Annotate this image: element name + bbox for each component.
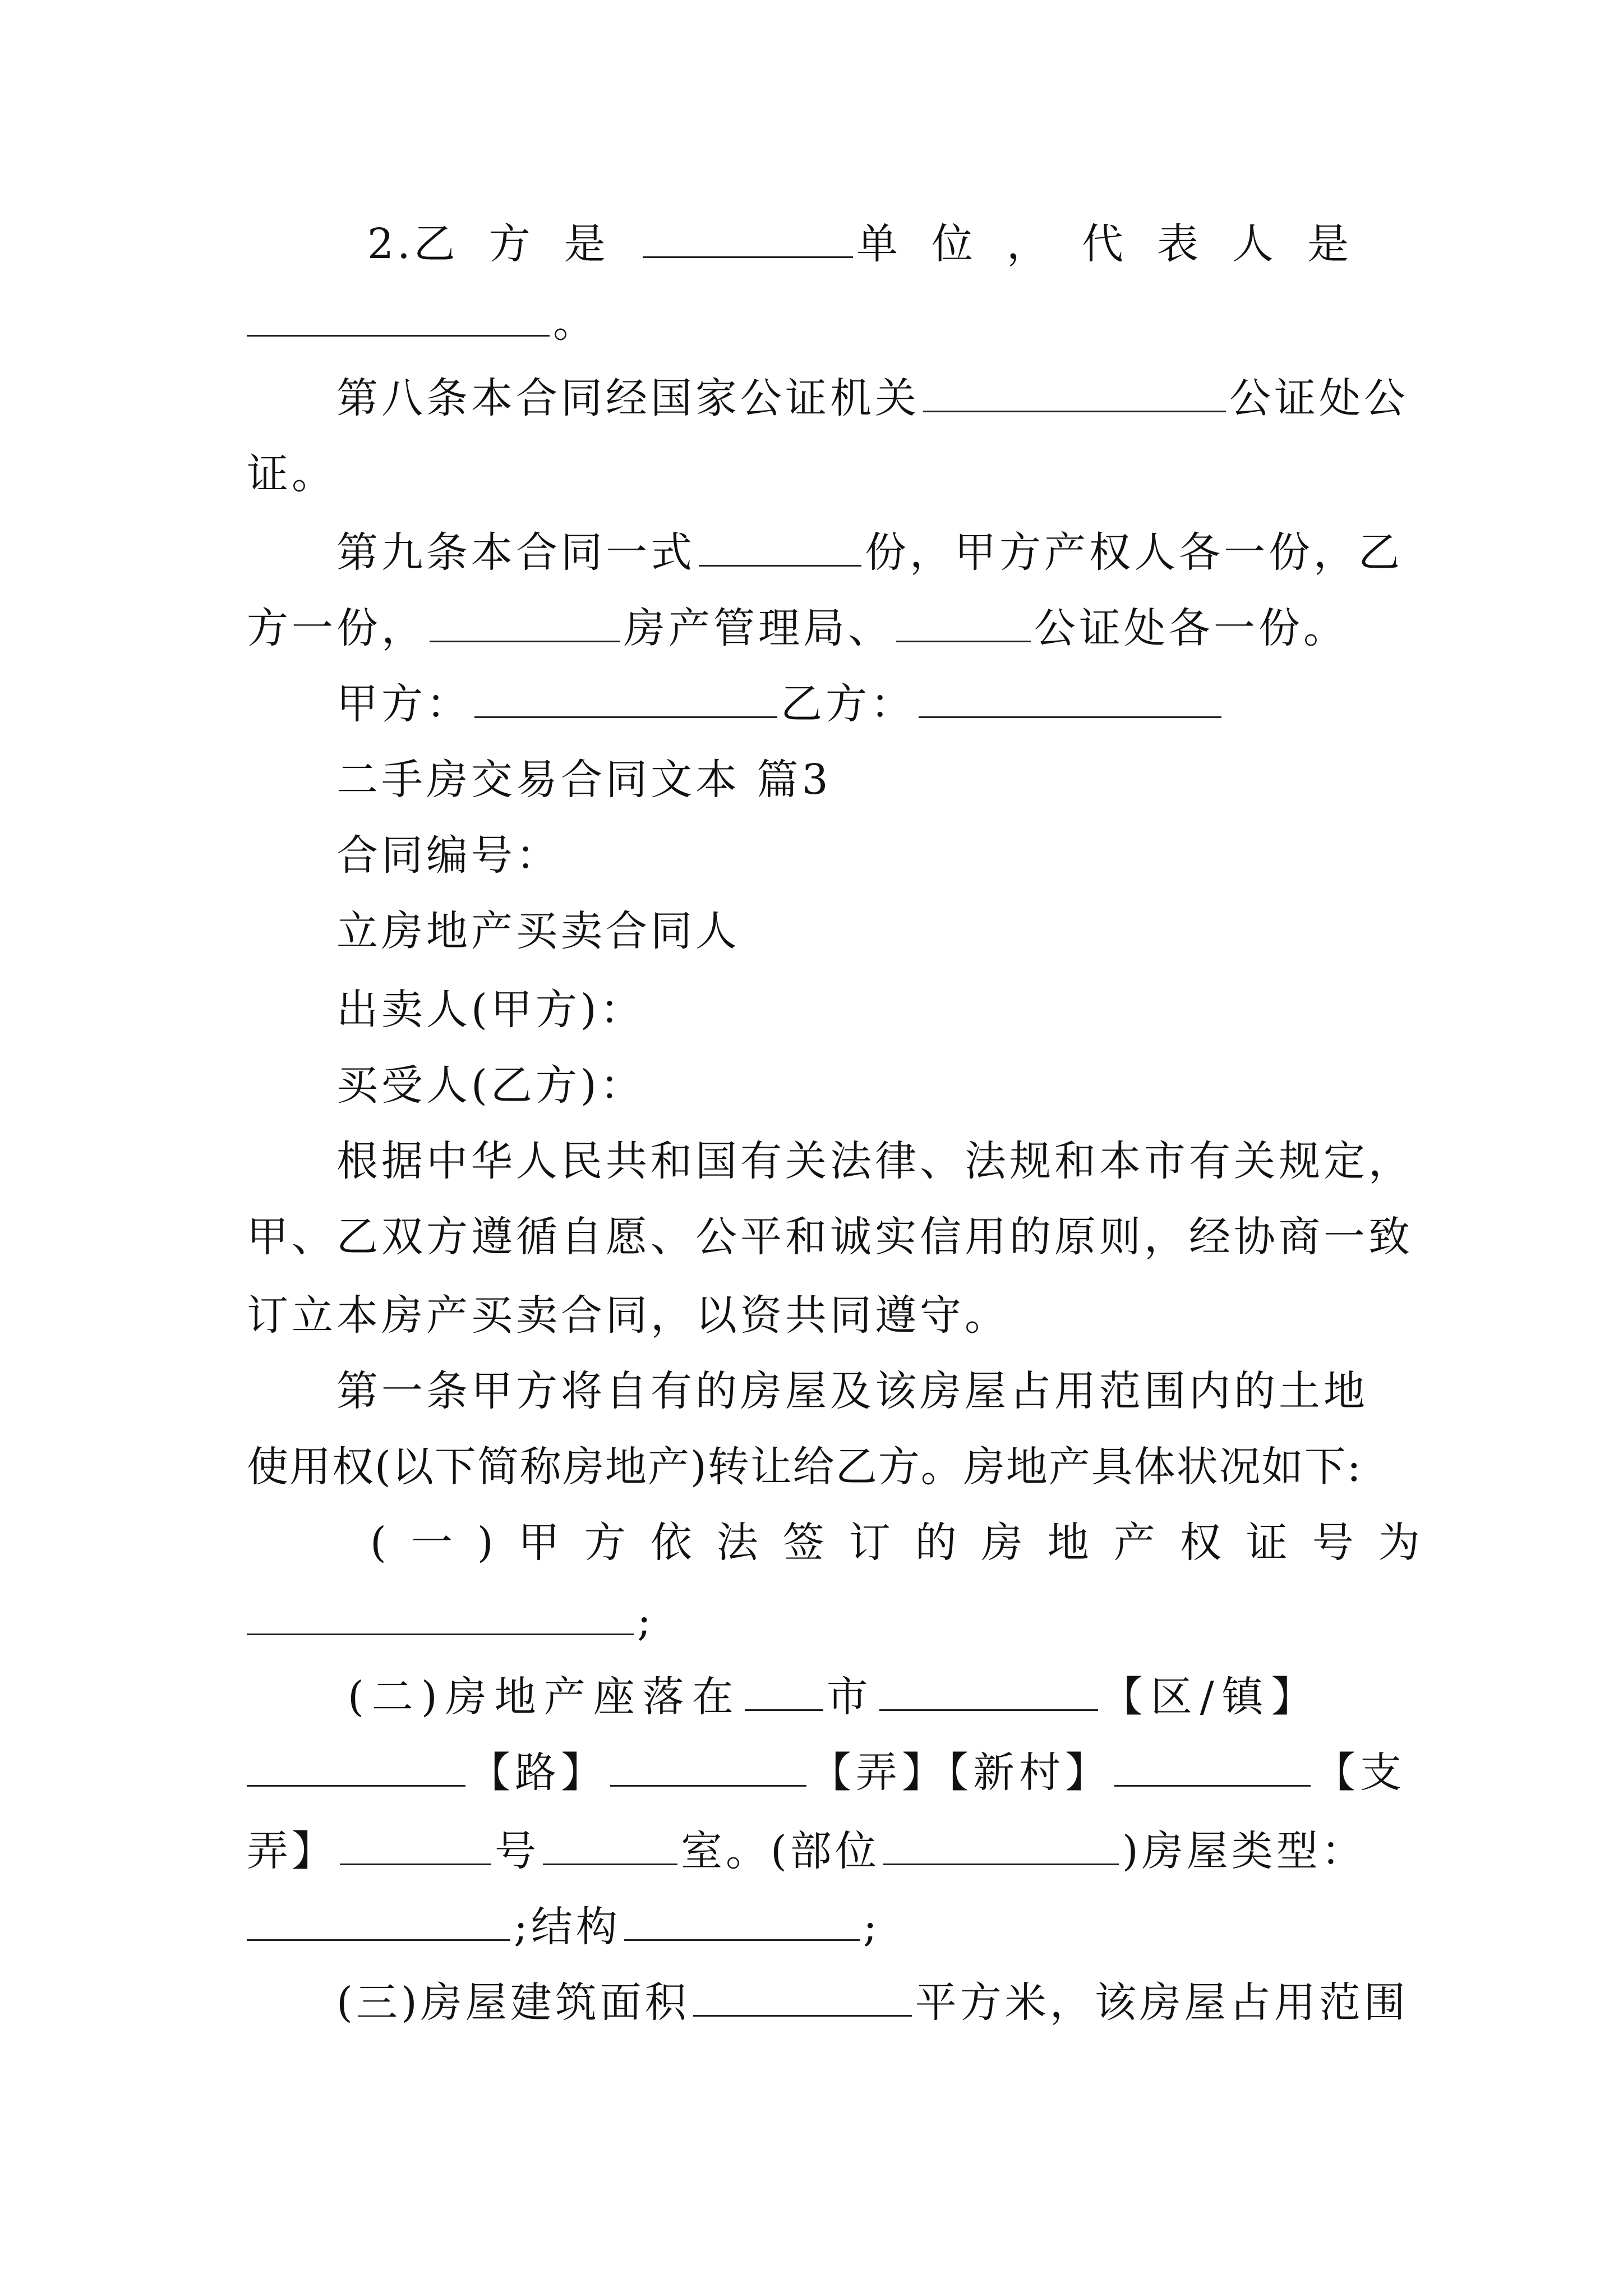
line-17 bbox=[247, 1433, 1362, 1501]
blank-field[interactable] bbox=[879, 1664, 1098, 1711]
line-6 bbox=[247, 595, 1348, 662]
line-16 bbox=[336, 1358, 1368, 1425]
text: 根据中华人民共和国有关法律、法规和本市有关规定， bbox=[336, 1137, 1413, 1185]
text: 乙方是 bbox=[413, 220, 639, 268]
blank-field[interactable] bbox=[919, 671, 1221, 718]
blank-field[interactable] bbox=[896, 596, 1031, 642]
blank-field[interactable] bbox=[247, 290, 550, 337]
text: 。 bbox=[553, 298, 598, 347]
line-14 bbox=[247, 1203, 1413, 1271]
text: 第八条本合同经国家公证机关 bbox=[336, 374, 920, 422]
text: (一)甲方依法签订的房地产权证号为 bbox=[370, 1519, 1445, 1567]
line-21 bbox=[247, 1739, 1406, 1806]
text: ;结构 bbox=[514, 1903, 621, 1951]
text: 立房地产买卖合同人 bbox=[336, 907, 740, 955]
blank-field[interactable] bbox=[247, 1740, 465, 1787]
blank-field[interactable] bbox=[474, 671, 777, 718]
text: 【区/镇】 bbox=[1101, 1673, 1321, 1721]
text: 二手房交易合同文本 篇3 bbox=[336, 756, 832, 804]
line-13 bbox=[336, 1128, 1413, 1195]
blank-field[interactable] bbox=[247, 1894, 510, 1941]
line-4 bbox=[247, 440, 336, 508]
line-2 bbox=[247, 289, 598, 356]
text: ; bbox=[637, 1597, 654, 1645]
section-heading bbox=[336, 746, 832, 813]
item-number: 2. bbox=[367, 220, 414, 268]
blank-field[interactable] bbox=[745, 1664, 823, 1711]
text: (三)房屋建筑面积 bbox=[336, 1978, 690, 2027]
line-12 bbox=[336, 1052, 645, 1119]
text: 买受人(乙方)： bbox=[336, 1061, 645, 1110]
label-party-a: 甲方： bbox=[336, 680, 471, 728]
blank-field[interactable] bbox=[430, 596, 620, 642]
text: 【路】 bbox=[469, 1749, 607, 1797]
text: (二)房地产座落在 bbox=[348, 1673, 741, 1721]
line-15 bbox=[247, 1282, 1009, 1349]
text: 室。(部位 bbox=[681, 1827, 880, 1875]
line-3 bbox=[336, 365, 1409, 432]
text: 订立本房产买卖合同，以资共同遵守。 bbox=[247, 1291, 1009, 1340]
line-20 bbox=[348, 1663, 1321, 1731]
line-1 bbox=[367, 210, 1382, 278]
text: 证。 bbox=[247, 450, 336, 498]
text: 份，甲方产权人各一份，乙 bbox=[865, 528, 1403, 577]
line-5 bbox=[336, 519, 1403, 586]
label-party-b: 乙方： bbox=[781, 680, 915, 728]
text: 弄】 bbox=[247, 1827, 336, 1875]
text: 【支 bbox=[1314, 1749, 1406, 1797]
line-24 bbox=[336, 1969, 1409, 2036]
text: 出卖人(甲方)： bbox=[336, 986, 645, 1034]
blank-field[interactable] bbox=[624, 1894, 860, 1941]
text: )房屋类型： bbox=[1122, 1827, 1366, 1875]
blank-field[interactable] bbox=[610, 1740, 806, 1787]
blank-field[interactable] bbox=[340, 1819, 491, 1865]
text: 第九条本合同一式 bbox=[336, 528, 695, 577]
line-9 bbox=[336, 822, 561, 889]
text: 单位，代表人是 bbox=[856, 220, 1382, 268]
line-23 bbox=[247, 1893, 880, 1961]
text: 甲、乙双方遵循自愿、公平和诚实信用的原则，经协商一致 bbox=[247, 1213, 1413, 1261]
line-10 bbox=[336, 898, 740, 965]
text: 公证处公 bbox=[1229, 374, 1409, 422]
blank-field[interactable] bbox=[883, 1819, 1119, 1865]
blank-field[interactable] bbox=[1114, 1740, 1311, 1787]
line-22 bbox=[247, 1818, 1366, 1885]
text: 【弄】【新村】 bbox=[810, 1749, 1111, 1797]
blank-field[interactable] bbox=[693, 1970, 912, 2017]
line-19 bbox=[247, 1588, 654, 1655]
text: 市 bbox=[826, 1673, 876, 1721]
text: 使用权(以下简称房地产)转让给乙方。房地产具体状况如下: bbox=[247, 1443, 1362, 1491]
blank-field[interactable] bbox=[247, 1589, 634, 1635]
line-18 bbox=[370, 1509, 1445, 1576]
blank-field[interactable] bbox=[543, 1819, 677, 1865]
text: 号 bbox=[495, 1827, 540, 1875]
text: ; bbox=[863, 1903, 880, 1951]
text: 合同编号： bbox=[336, 831, 561, 880]
text: 房产管理局、 bbox=[624, 604, 893, 652]
text: 第一条甲方将自有的房屋及该房屋占用范围内的土地 bbox=[336, 1367, 1368, 1415]
text: 公证处各一份。 bbox=[1034, 604, 1348, 652]
blank-field[interactable] bbox=[699, 520, 861, 567]
blank-field[interactable] bbox=[923, 366, 1226, 412]
line-11 bbox=[336, 976, 645, 1043]
text: 平方米，该房屋占用范围 bbox=[915, 1978, 1409, 2027]
blank-field[interactable] bbox=[643, 211, 853, 258]
text: 方一份， bbox=[247, 604, 426, 652]
line-7 bbox=[336, 670, 1225, 738]
